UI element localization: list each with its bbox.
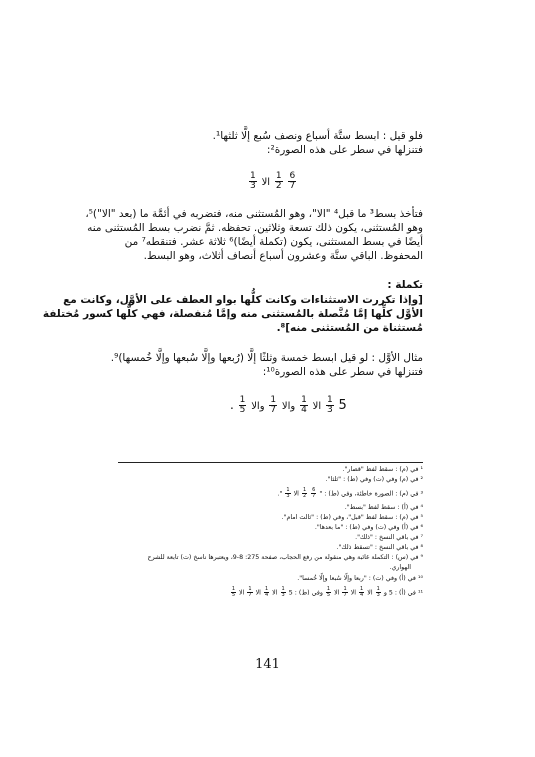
body-line: فتأخذ بسط³ ما قبل⁴ "الا"، وهو المُستثنى منه، فتضربه في أئمَّة ما (بعد "الا")⁵، — [85, 208, 423, 220]
except-word: والا — [281, 401, 296, 412]
footnote: ¹⁰ في (أ) وفي (ت) : "ربعا وإلّا سُبعا وإلّا خُمسا". — [297, 575, 423, 582]
footnote: ² في (م) وفي (ت) وفي (ط) : "ثلثا". — [325, 476, 423, 483]
fraction: $\frac{1}{3}$ — [250, 171, 256, 191]
footnote: ³ في (م) : الصورة خاطئة، وفي (ط) : " $\frac{1}{3}$ الا $\frac{1}{2}$ $\frac{6}{7}$ ". — [277, 487, 423, 499]
except-word: الا — [312, 401, 322, 412]
fraction: $\frac{1}{4}$ — [301, 395, 307, 415]
fraction: $\frac{1}{5}$ — [239, 395, 246, 415]
footnote: ¹¹ في (أ) : 5 و $\frac{1}{3}$ الا $\frac{1}{4}$ الا $\frac{1}{7}$ الا $\frac{1}{5}$ وفي (ط) : 5 $\frac{1}{3}$ الا $\frac{1}{4}$ الا $\frac{1}{7}$ الا $\frac{1}{5}$ — [231, 586, 423, 598]
whole-number: 5 — [338, 398, 347, 413]
section-heading: تكملة : — [387, 279, 423, 291]
footnote: ⁸ في باقي النسخ : "تسقط ذلك". — [336, 544, 423, 551]
except-word: والا — [251, 401, 265, 412]
body-line: فتنزلها في سطر على هذه الصورة¹⁰: — [262, 366, 423, 378]
footnote: ⁶ في (أ) وفي (ت) وفي (ط) : "ما بعدها". — [314, 524, 423, 531]
footnote: ⁴ في (أ) : سقط لفظ "بسط". — [344, 504, 423, 511]
footnote: ⁵ في (م) : سقط لفظ "قبل"، وفي (ط) : "ثالث امام". — [281, 514, 423, 521]
body-line: المحفوظ. الباقي ستَّة وعشرون أسباع أنصاف أثلاث، وهو البسط. — [143, 250, 423, 262]
body-line: [وإذا تكررت الاستثناءات وكانت كلُّها بواو العطف على الأوَّل، وكانت مع — [63, 294, 423, 306]
body-line: أيضًا في بسط المستثنى، يكون (تكملة أيضًا)⁶ ثلاثة عشر. فتنقطه⁷ من — [124, 236, 423, 248]
footnote: ⁹ في (س) : التكملة غائبة وهي منقولة من رفع الحجاب، صفحة 275: 8-9، ويعتبرها ناسخ (ت) تابعة للشرح — [147, 554, 423, 561]
footnote: ¹ في (م) : سقط لفظ "قصار". — [342, 466, 423, 473]
page-number: 141 — [255, 657, 280, 672]
body-line: الأوَّل كلِّها إمَّا مُتَّصلة بالمُستثنى منه وإمَّا مُنفصلة، فهي كلُّها كسور مُختلفة — [42, 308, 423, 320]
body-line: فلو قيل : ابسط ستَّة أسباع ونصف سُبع إلَّا ثلثها¹. — [212, 130, 423, 142]
body-line: وهو المُستثنى، يكون ذلك تسعة وثلاثين. تحفظه. ثمَّ نضرب بسط المُستثنى منه — [87, 222, 423, 234]
body-line: فتنزلها في سطر على هذه الصورة²: — [266, 144, 423, 156]
fraction: $\frac{1}{7}$ — [270, 395, 277, 415]
footnote-separator — [118, 462, 423, 463]
except-word: الا — [261, 177, 271, 188]
footnote: ⁷ في باقي النسخ : "ذلك". — [355, 534, 423, 541]
footnote-continuation: الهواري. — [389, 564, 411, 571]
fraction: $\frac{6}{7}$ — [289, 171, 296, 191]
fraction: $\frac{1}{2}$ — [275, 171, 282, 191]
body-line: مُستثناة من المُستثنى منه]⁸. — [276, 322, 423, 334]
body-line: مثال الأوَّل : لو قيل ابسط خمسة وثلثًا إلَّا (رُبعها وإلَّا سُبعها وإلَّا خُمسها)⁹. — [110, 352, 423, 364]
fraction-equation — [230, 396, 347, 415]
period: . — [230, 398, 234, 412]
fraction-equation — [248, 172, 297, 191]
fraction: $\frac{1}{3}$ — [326, 395, 333, 415]
